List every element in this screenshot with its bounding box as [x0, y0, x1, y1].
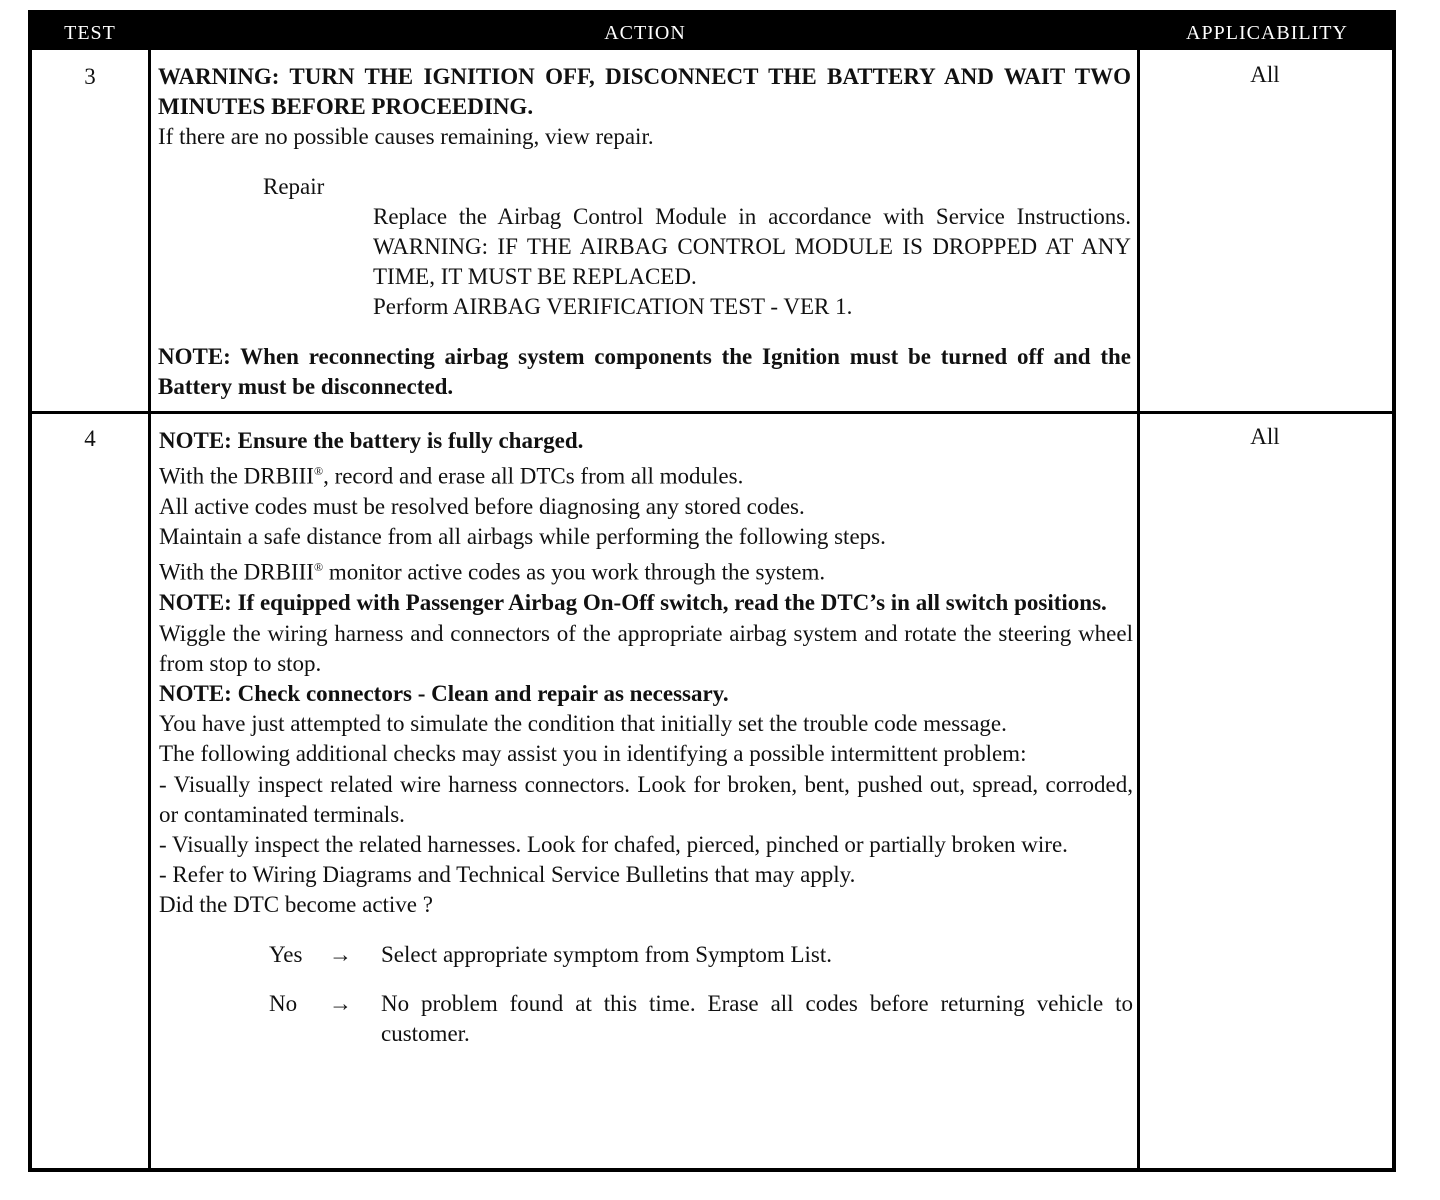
note-text: NOTE: Check connectors - Clean and repair as necessary. [159, 680, 729, 706]
repair-text: Perform AIRBAG VERIFICATION TEST - VER 1. [373, 294, 853, 320]
action-line: All active codes must be resolved before diagnosing any stored codes. [159, 494, 805, 520]
question-text: Did the DTC become active ? [159, 892, 433, 918]
yes-label: Yes [269, 941, 303, 967]
action-line: With the DRBIII® monitor active codes as you work through the system. [159, 560, 826, 586]
action-line: The following additional checks may assist you in identifying a possible intermittent problem: [159, 741, 1027, 767]
arrow-right-icon: → [329, 990, 352, 1016]
repair-text: Replace the Airbag Control Module in accordance with Service Instructions. WARNING: IF THE AIRBAG CONTROL MODULE IS DROPPED AT ANY TIME, IT MUST BE REPLACED. [373, 203, 1131, 290]
column-divider [148, 50, 151, 1168]
applicability-value: All [1250, 424, 1280, 449]
header-action: ACTION [604, 22, 686, 44]
action-line: If there are no possible causes remaining, view repair. [158, 124, 654, 150]
no-label: No [269, 990, 298, 1016]
yes-branch [159, 940, 1133, 970]
note-text: NOTE: If equipped with Passenger Airbag On-Off switch, read the DTC’s in all switch positions. [159, 590, 1107, 616]
registered-mark: ® [313, 560, 324, 575]
action-line: - Visually inspect related wire harness connectors. Look for broken, bent, pushed out, spread, corroded, or contaminated terminals. [159, 771, 1133, 827]
applicability-value: All [1250, 62, 1280, 87]
table-header [32, 14, 1392, 50]
note-text: NOTE: When reconnecting airbag system components the Ignition must be turned off and the Battery must be disconnected. [158, 343, 1131, 399]
no-branch [159, 989, 1133, 1049]
action-line: - Refer to Wiring Diagrams and Technical Service Bulletins that may apply. [159, 862, 856, 888]
test-number: 3 [84, 64, 96, 89]
repair-label: Repair [263, 173, 325, 199]
registered-mark: ® [313, 464, 324, 479]
header-applicability: APPLICABILITY [1186, 22, 1348, 44]
warning-text: WARNING: TURN THE IGNITION OFF, DISCONNECT THE BATTERY AND WAIT TWO MINUTES BEFORE PROCEEDING. [158, 64, 1131, 120]
note-text: NOTE: Ensure the battery is fully charged. [159, 428, 584, 453]
header-test: TEST [64, 22, 116, 44]
test-table [28, 10, 1396, 1172]
column-divider [1137, 50, 1140, 1168]
row-divider [32, 411, 1392, 414]
no-text: No problem found at this time. Erase all codes before returning vehicle to customer. [381, 990, 1133, 1046]
action-line: You have just attempted to simulate the condition that initially set the trouble code message. [159, 711, 1007, 737]
action-line: - Visually inspect the related harnesses. Look for chafed, pierced, pinched or partially broken wire. [159, 831, 1068, 857]
action-line: With the DRBIII®, record and erase all DTCs from all modules. [159, 463, 744, 489]
action-cell [159, 426, 1133, 1049]
action-line: Wiggle the wiring harness and connectors of the appropriate airbag system and rotate the steering wheel from stop to stop. [159, 620, 1133, 676]
arrow-right-icon: → [329, 941, 352, 967]
action-line: Maintain a safe distance from all airbags while performing the following steps. [159, 524, 886, 550]
action-cell [158, 62, 1131, 402]
test-number: 4 [84, 426, 96, 451]
yes-text: Select appropriate symptom from Symptom List. [381, 941, 832, 967]
